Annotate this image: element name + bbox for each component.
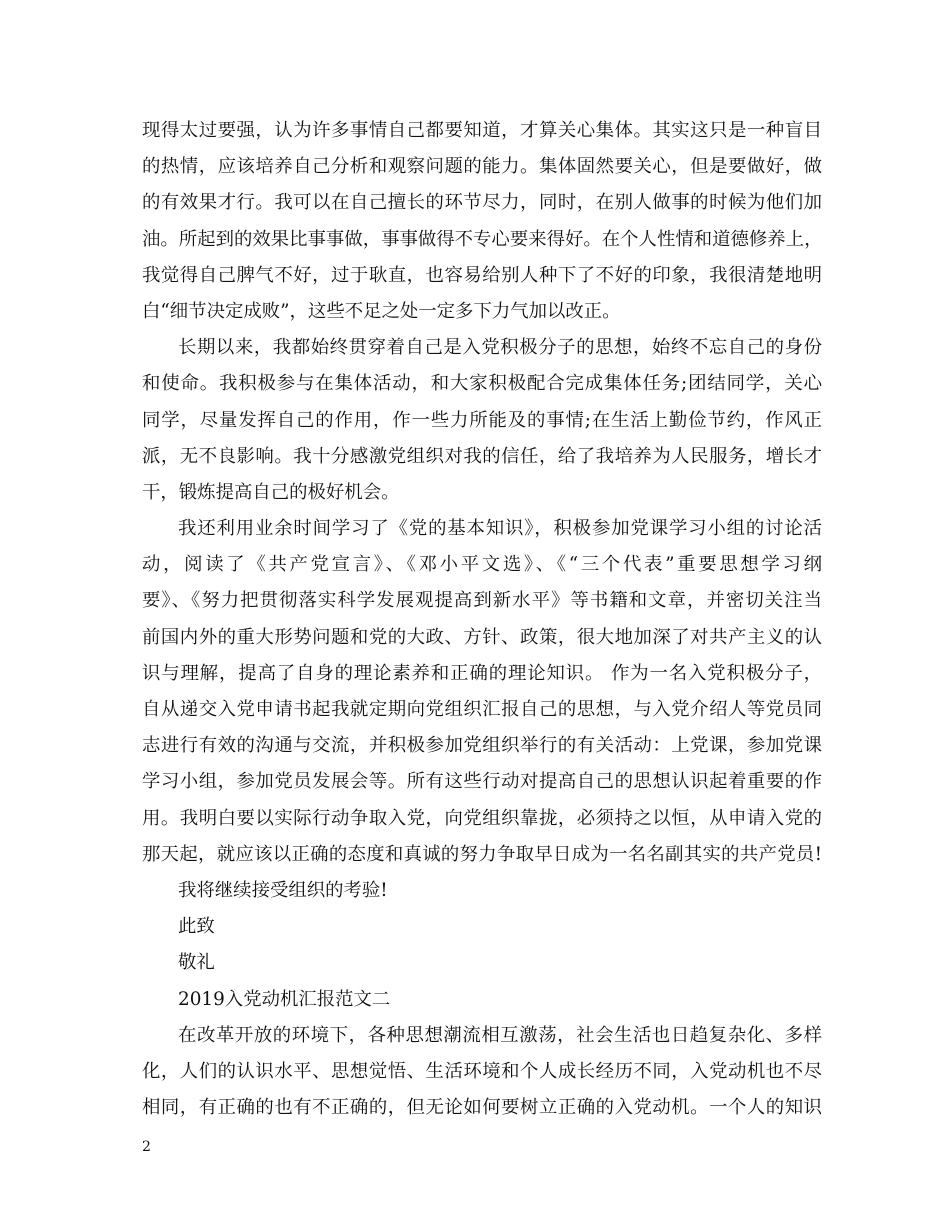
text-line: 识与理解，提高了自身的理论素养和正确的理论知识。 作为一名入党积极分子， [142, 662, 822, 684]
text-line: 我觉得自己脾气不好，过于耿直，也容易给别人种下了不好的印象，我很清楚地明 [142, 264, 822, 286]
text-line: 动，阅读了《共产党宣言》、《邓小平文选》、《“三个代表”重要思想学习纲 [142, 554, 822, 576]
text-line: 学习小组，参加党员发展会等。所有这些行动对提高自己的思想认识起着重要的作 [142, 771, 822, 793]
text-line: 和使命。我积极参与在集体活动，和大家积极配合完成集体任务;团结同学，关心 [142, 373, 822, 395]
text-line: 化，人们的认识水平、思想觉悟、生活环境和个人成长经历不同，入党动机也不尽 [142, 1060, 822, 1082]
text-line: 现得太过要强，认为许多事情自己都要知道，才算关心集体。其实这只是一种盲目 [142, 120, 822, 141]
text-line: 干，锻炼提高自己的极好机会。 [142, 481, 400, 503]
text-line: 那天起，就应该以正确的态度和真诚的努力争取早日成为一名名副其实的共产党员! [142, 843, 822, 865]
document-body [142, 113, 822, 1126]
page-number: 2 [142, 1139, 151, 1155]
text-line: 同学，尽量发挥自己的作用，作一些力所能及的事情;在生活上勤俭节约，作风正 [142, 409, 822, 431]
text-line: 前国内外的重大形势问题和党的大政、方针、政策，很大地加深了对共产主义的认 [142, 626, 822, 648]
paragraph-first-line: 此致 [178, 916, 215, 938]
text-line: 派，无不良影响。我十分感激党组织对我的信任，给了我培养为人民服务，增长才 [142, 445, 822, 467]
paragraph-first-line: 我将继续接受组织的考验! [178, 879, 388, 901]
text-line: 自从递交入党申请书起我就定期向党组织汇报自己的思想，与入党介绍人等党员同 [142, 699, 822, 720]
text-line: 的热情，应该培养自己分析和观察问题的能力。集体固然要关心，但是要做好，做 [142, 156, 822, 178]
paragraph-first-line: 长期以来，我都始终贯穿着自己是入党积极分子的思想，始终不忘自己的身份 [178, 337, 822, 359]
paragraph-first-line: 在改革开放的环境下，各种思想潮流相互激荡，社会生活也日趋复杂化、多样 [178, 1024, 822, 1046]
text-line: 油。所起到的效果比事事做，事事做得不专心要来得好。在个人性情和道德修养上， [142, 228, 823, 250]
text-line: 用。我明白要以实际行动争取入党，向党组织靠拢，必须持之以恒，从申请入党的 [142, 807, 822, 829]
text-line: 白“细节决定成败”，这些不足之处一定多下力气加以改正。 [142, 300, 621, 322]
text-line: 要》、《努力把贯彻落实科学发展观提高到新水平》等书籍和文章，并密切关注当 [142, 590, 822, 612]
paragraph-first-line: 我还利用业余时间学习了《党的基本知识》，积极参加党课学习小组的讨论活 [178, 518, 822, 540]
text-line: 志进行有效的沟通与交流，并积极参加党组织举行的有关活动：上党课，参加党课 [142, 735, 822, 757]
paragraph-first-line: 敬礼 [178, 952, 215, 974]
text-line: 的有效果才行。我可以在自己擅长的环节尽力，同时，在别人做事的时候为他们加 [142, 192, 822, 214]
text-line: 相同，有正确的也有不正确的，但无论如何要树立正确的入党动机。一个人的知识 [142, 1097, 822, 1119]
paragraph-first-line: 2019入党动机汇报范文二 [178, 988, 391, 1010]
